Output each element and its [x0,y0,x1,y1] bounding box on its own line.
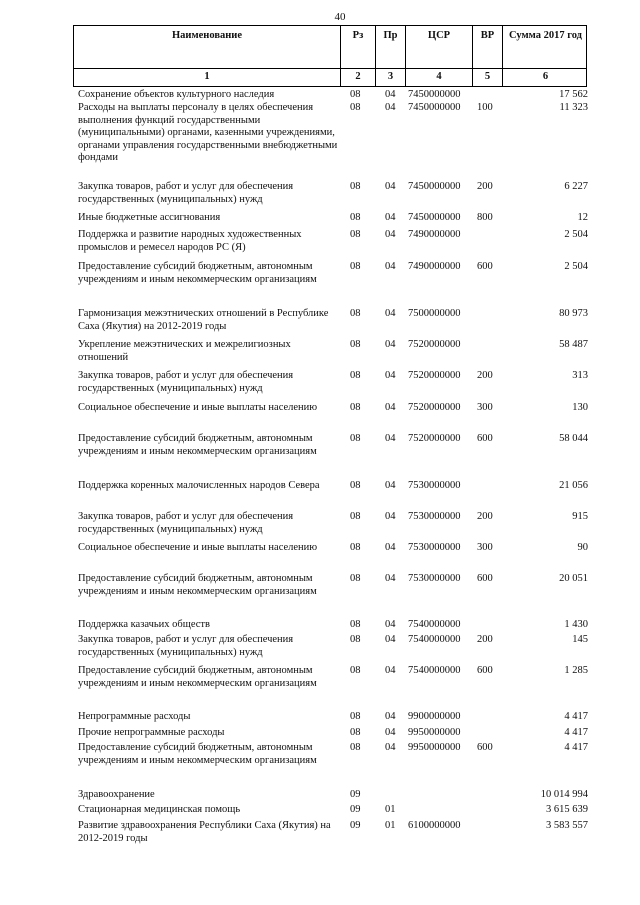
row-sum: 3 583 557 [546,820,588,831]
row-sum: 58 487 [559,339,588,350]
row-pr: 04 [385,711,396,722]
row-pr: 04 [385,480,396,491]
row-vr: 200 [477,634,493,645]
row-rz: 08 [350,742,361,753]
row-rz: 09 [350,789,361,800]
row-name: Закупка товаров, работ и услуг для обеспечения государственных (муниципальных) нужд [78,634,294,658]
row-vr: 600 [477,261,493,272]
row-sum: 10 014 994 [540,789,588,800]
row-rz: 08 [350,339,361,350]
row-name: Здравоохранение [78,789,155,800]
row-csr: 7520000000 [408,339,461,350]
header-rz: Рз [352,30,364,41]
row-rz: 09 [350,804,361,815]
row-pr: 04 [385,402,396,413]
row-csr: 9950000000 [408,742,461,753]
row-rz: 08 [350,308,361,319]
header-sum-cell [502,26,588,86]
row-sum: 17 562 [559,89,588,100]
row-name: Стационарная медицинская помощь [78,804,241,815]
row-csr: 7540000000 [408,665,461,676]
row-rz: 08 [350,511,361,522]
row-sum: 12 [577,212,588,223]
row-name: Сохранение объектов культурного наследия [78,89,275,100]
row-vr: 600 [477,742,493,753]
row-name: Поддержка коренных малочисленных народов Севера [78,480,320,491]
row-rz: 08 [350,665,361,676]
row-pr: 01 [385,804,396,815]
row-csr: 7530000000 [408,542,461,553]
row-pr: 01 [385,820,396,831]
row-name: Гармонизация межэтнических отношений в Республике Саха (Якутия) на 2012-2019 годы [78,308,329,332]
row-rz: 08 [350,89,361,100]
row-name: Предоставление субсидий бюджетным, автономным учреждениям и иным некоммерческим организациям [78,433,317,457]
row-pr: 04 [385,212,396,223]
row-rz: 08 [350,542,361,553]
row-pr: 04 [385,665,396,676]
row-sum: 130 [572,402,588,413]
row-sum: 313 [572,370,588,381]
header-sum-num: 6 [542,71,549,82]
row-vr: 200 [477,181,493,192]
header-pr: Пр [383,30,398,41]
row-sum: 90 [577,542,588,553]
row-sum: 145 [572,634,588,645]
row-vr: 100 [477,102,493,113]
row-vr: 600 [477,433,493,444]
row-csr: 7530000000 [408,573,461,584]
row-name: Закупка товаров, работ и услуг для обеспечения государственных (муниципальных) нужд [78,181,294,205]
header-divider [74,68,586,69]
row-pr: 04 [385,181,396,192]
row-name: Социальное обеспечение и иные выплаты населению [78,402,318,413]
row-csr: 7530000000 [408,511,461,522]
row-pr: 04 [385,634,396,645]
row-pr: 04 [385,370,396,381]
row-csr: 7450000000 [408,89,461,100]
row-name: Укрепление межэтнических и межрелигиозных отношений [78,339,291,363]
row-sum: 11 323 [559,102,588,113]
header-vr-num: 5 [484,71,491,82]
row-vr: 800 [477,212,493,223]
row-csr: 7450000000 [408,102,461,113]
header-pr-cell [375,26,405,86]
row-name: Социальное обеспечение и иные выплаты населению [78,542,318,553]
header-rz-cell [340,26,375,86]
row-pr: 04 [385,102,396,113]
row-pr: 04 [385,619,396,630]
row-csr: 7450000000 [408,212,461,223]
header-name-num: 1 [204,71,210,82]
row-sum: 3 615 639 [546,804,588,815]
row-pr: 04 [385,89,396,100]
row-pr: 04 [385,433,396,444]
row-name: Прочие непрограммные расходы [78,727,225,738]
row-sum: 21 056 [559,480,588,491]
row-name: Предоставление субсидий бюджетным, автономным учреждениям и иным некоммерческим организациям [78,665,317,689]
row-pr: 04 [385,308,396,319]
row-sum: 1 285 [564,665,588,676]
row-csr: 7520000000 [408,402,461,413]
row-rz: 08 [350,619,361,630]
row-rz: 08 [350,181,361,192]
header-csr: ЦСР [427,30,451,41]
row-sum: 20 051 [559,573,588,584]
row-csr: 7520000000 [408,370,461,381]
row-rz: 08 [350,261,361,272]
row-sum: 915 [572,511,588,522]
row-name: Предоставление субсидий бюджетным, автономным учреждениям и иным некоммерческим организациям [78,261,317,285]
header-csr-cell [405,26,472,86]
row-vr: 300 [477,402,493,413]
header-csr-num: 4 [436,71,442,82]
row-rz: 08 [350,212,361,223]
row-pr: 04 [385,261,396,272]
row-name: Закупка товаров, работ и услуг для обеспечения государственных (муниципальных) нужд [78,370,294,394]
row-sum: 4 417 [564,742,588,753]
row-rz: 09 [350,820,361,831]
row-csr: 7500000000 [408,308,461,319]
row-csr: 7520000000 [408,433,461,444]
row-csr: 7540000000 [408,619,461,630]
row-rz: 08 [350,102,361,113]
row-sum: 4 417 [564,727,588,738]
row-sum: 2 504 [564,261,588,272]
header-vr: ВР [480,30,495,41]
row-name: Поддержка и развитие народных художественных промыслов и ремесел народов РС (Я) [78,229,302,253]
row-sum: 2 504 [564,229,588,240]
row-rz: 08 [350,573,361,584]
row-csr: 9900000000 [408,711,461,722]
row-pr: 04 [385,229,396,240]
row-sum: 80 973 [559,308,588,319]
row-csr: 7540000000 [408,634,461,645]
row-rz: 08 [350,370,361,381]
row-vr: 600 [477,665,493,676]
row-rz: 08 [350,229,361,240]
header-rz-num: 2 [355,71,361,82]
row-name: Предоставление субсидий бюджетным, автономным учреждениям и иным некоммерческим организациям [78,573,317,597]
row-pr: 04 [385,542,396,553]
header-name-cell [74,26,340,86]
header-name: Наименование [172,30,242,41]
row-rz: 08 [350,433,361,444]
row-vr: 200 [477,370,493,381]
row-sum: 1 430 [564,619,588,630]
row-csr: 7450000000 [408,181,461,192]
row-sum: 4 417 [564,711,588,722]
row-rz: 08 [350,727,361,738]
row-rz: 08 [350,711,361,722]
row-sum: 58 044 [559,433,588,444]
header-sum: Сумма 2017 год [509,30,582,41]
row-name: Предоставление субсидий бюджетным, автономным учреждениям и иным некоммерческим организациям [78,742,317,766]
table-header [73,25,587,87]
row-csr: 6100000000 [408,820,461,831]
row-csr: 9950000000 [408,727,461,738]
row-vr: 200 [477,511,493,522]
row-name: Иные бюджетные ассигнования [78,212,221,223]
row-vr: 300 [477,542,493,553]
row-name: Закупка товаров, работ и услуг для обеспечения государственных (муниципальных) нужд [78,511,294,535]
header-vr-cell [472,26,502,86]
row-csr: 7490000000 [408,261,461,272]
row-name: Поддержка казачьих обществ [78,619,210,630]
row-pr: 04 [385,339,396,350]
row-pr: 04 [385,727,396,738]
page-number: 40 [334,11,346,23]
row-pr: 04 [385,742,396,753]
row-csr: 7490000000 [408,229,461,240]
row-name: Развитие здравоохранения Республики Саха (Якутия) на 2012-2019 годы [78,820,331,844]
row-name: Расходы на выплаты персоналу в целях обеспечения выполнения функций государственными (муниципальными) органами, казенными учреждениями, органами управления государственными внебюджетными фондами [78,102,338,163]
row-vr: 600 [477,573,493,584]
row-rz: 08 [350,480,361,491]
row-pr: 04 [385,511,396,522]
row-csr: 7530000000 [408,480,461,491]
row-rz: 08 [350,634,361,645]
row-rz: 08 [350,402,361,413]
row-sum: 6 227 [564,181,588,192]
row-name: Непрограммные расходы [78,711,191,722]
row-pr: 04 [385,573,396,584]
header-pr-num: 3 [387,71,394,82]
